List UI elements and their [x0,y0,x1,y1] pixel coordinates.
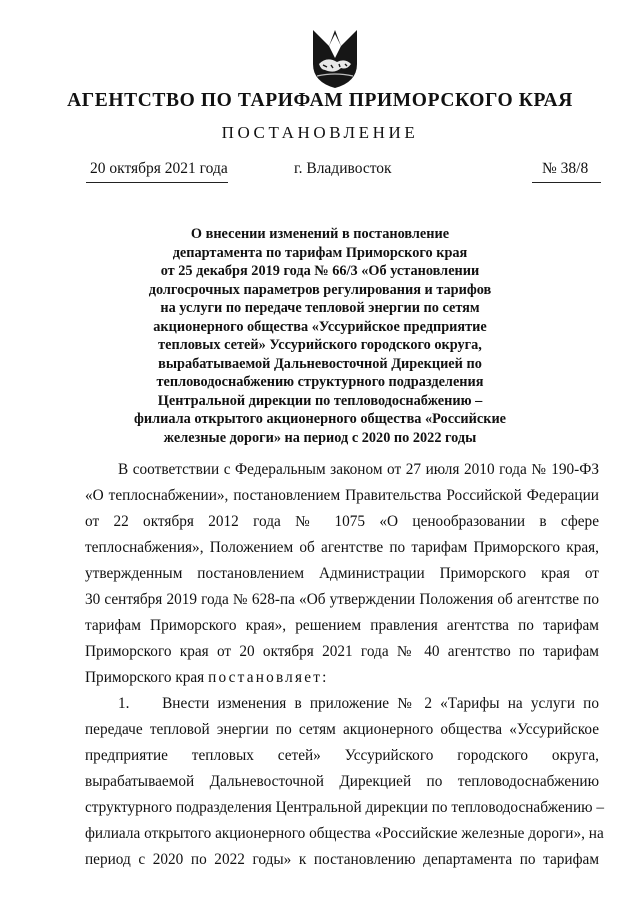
body-line: «О теплоснабжении», постановлением Правительства Российской Федерации [85,487,599,504]
title-line: на услуги по передаче тепловой энергии по сетям [160,300,480,317]
body-line: 1. Внести изменения в приложение № 2 «Тарифы на услуги по [118,695,599,712]
title-line: акционерного общества «Уссурийское предприятие [153,318,487,335]
number-underline [532,182,601,183]
decree-word: постановляет: [208,669,329,686]
date-underline [86,182,228,183]
title-line: от 25 декабря 2019 года № 66/3 «Об установлении [160,263,480,280]
title-line: вырабатываемой Дальневосточной Дирекцией по [158,355,482,372]
document-city: г. Владивосток [294,160,392,177]
document-date: 20 октября 2021 года [90,160,228,177]
body-text: Приморского края [85,669,209,686]
document-number: № 38/8 [542,160,589,177]
body-line [85,669,599,687]
title-line: Центральной дирекции по тепловодоснабжению – [157,392,483,409]
title-line: филиала открытого акционерного общества «Российские [133,411,507,428]
body-line: период с 2020 по 2022 годы» к постановлению департамента по тарифам [85,851,599,868]
document-title [130,225,510,448]
title-line: долгосрочных параметров регулирования и тарифов [148,281,492,298]
body-line: 30 сентября 2019 года № 628-па «Об утверждении Положения об агентстве по [85,591,599,608]
body-line: вырабатываемой Дальневосточной Дирекцией по тепловодоснабжению [85,773,599,790]
title-line: департамента по тарифам Приморского края [172,244,468,261]
body-line: утвержденным постановлением Администрации Приморского края от [85,565,599,582]
title-line: О внесении изменений в постановление [190,226,450,242]
body-line: передаче тепловой энергии по сетям акционерного общества «Уссурийское [85,721,599,738]
body-line: от 22 октября 2012 года № 1075 «О ценообразовании в сфере [85,513,599,530]
body-line: филиала открытого акционерного общества «Российские железные дороги», на [85,825,604,842]
title-line: железные дороги» на период с 2020 по 2022 годы [163,430,477,447]
document-type: ПОСТАНОВЛЕНИЕ [221,123,419,142]
body-line: теплоснабжения», Положением об агентстве по тарифам Приморского края, [85,539,599,556]
title-line: тепловодоснабжению структурного подразделения [156,374,484,391]
body-line: структурного подразделения Центральной дирекции по тепловодоснабжению – [85,799,605,816]
title-line: тепловых сетей» Уссурийского городского округа, [158,337,482,354]
body-line: предприятие тепловых сетей» Уссурийского городского округа, [85,747,599,764]
body-line: тарифам Приморского края», решением правления агентства по тарифам [85,617,599,634]
body-line: Приморского края от 20 октября 2021 года № 40 агентство по тарифам [85,643,599,660]
coat-of-arms-emblem [307,24,363,90]
agency-name: АГЕНТСТВО ПО ТАРИФАМ ПРИМОРСКОГО КРАЯ [67,90,573,111]
body-line: В соответствии с Федеральным законом от 27 июля 2010 года № 190-ФЗ [118,461,599,478]
